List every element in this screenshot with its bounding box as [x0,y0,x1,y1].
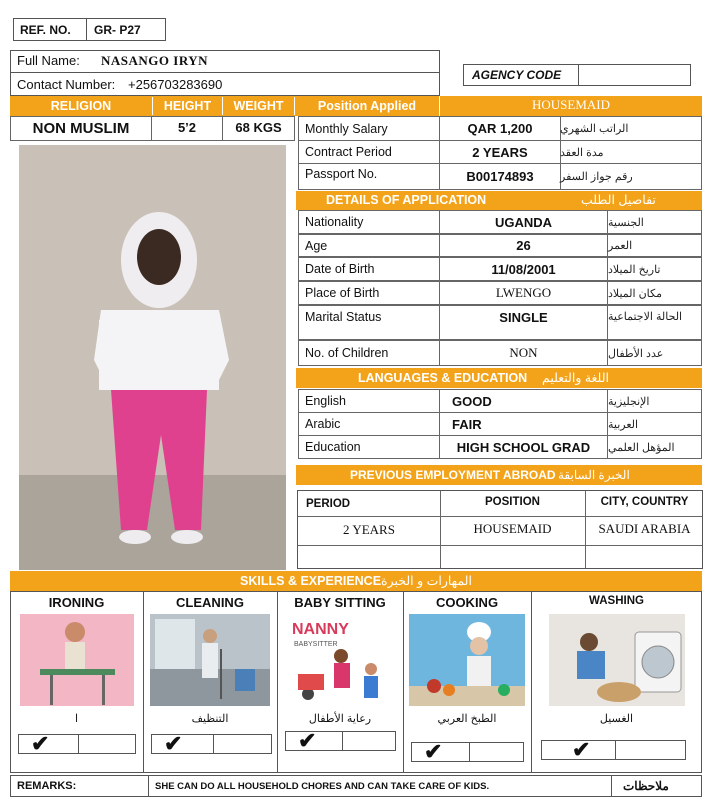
candidate-photo [19,145,286,570]
position-value: HOUSEMAID [440,96,702,116]
skill-washing-title: WASHING [589,595,644,607]
employment-table [297,490,703,569]
contract-label: Contract Period [298,140,440,164]
weight-header: WEIGHT [222,97,294,115]
nationality-label: Nationality [298,210,440,234]
name-box [10,50,440,96]
salary-arabic: الراتب الشهري [560,116,702,141]
details-header [296,191,702,210]
skill-cooking-checkbox[interactable] [411,739,524,764]
ref-value: GR- P27 [94,23,141,37]
skill-washing-checkbox[interactable] [541,737,686,762]
english-value: GOOD [439,389,608,413]
contract-arabic: مدة العقد [560,140,702,164]
employment-header [296,465,702,485]
checkmark-icon: ✔ [298,728,317,753]
languages-title-ar: اللغة والتعليم [542,371,609,385]
children-arabic: عدد الأطفال [607,340,702,366]
agency-code-label: AGENCY CODE [472,68,562,82]
passport-label: Passport No. [298,163,440,190]
date-of-birth-value: 11/08/2001 [439,257,608,281]
skill-cleaning-image [150,614,270,706]
employment-period: 2 YEARS [343,522,395,537]
checkmark-icon: ✔ [31,731,50,756]
details-title: DETAILS OF APPLICATION [326,193,487,207]
skills-title-ar: المهارات و الخبرة [381,574,472,588]
checkmark-icon: ✔ [572,737,591,762]
marital-status-label: Marital Status [298,305,440,340]
children-value: NON [439,340,608,366]
employment-country: SAUDI ARABIA [598,521,691,536]
skill-cooking-image [409,614,525,706]
employment-position: HOUSEMAID [473,521,552,536]
skill-baby-sitting-checkbox[interactable] [285,728,396,753]
languages-title: LANGUAGES & EDUCATION [358,371,528,385]
marital-status-arabic: الحالة الاجتماعية [607,305,702,340]
place-of-birth-value: LWENGO [439,281,608,305]
marital-status-value: SINGLE [439,305,608,340]
religion-value: NON MUSLIM [10,116,152,141]
education-label: Education [298,435,440,459]
ref-box [13,18,166,41]
skill-ironing-checkbox[interactable] [18,731,136,756]
skill-washing-image [549,614,685,706]
skill-baby-sitting-image [286,614,394,706]
employment-period-header: PERIOD [306,498,351,510]
passport-value: B00174893 [439,163,561,190]
salary-value: QAR 1,200 [439,116,561,141]
remarks-label: REMARKS: [17,780,77,792]
skill-cleaning-arabic: التنظيف [191,713,229,725]
skill-ironing-arabic: ا [74,713,79,725]
skill-cooking-arabic: الطبخ العربي [437,713,497,725]
arabic-lang-value: FAIR [439,412,608,436]
position-header: Position Applied [294,97,439,115]
employment-country-header: CITY, COUNTRY [600,496,689,508]
ref-label: REF. NO. [20,23,71,37]
education-arabic: المؤهل العلمي [607,435,702,459]
contract-value: 2 YEARS [439,140,561,164]
salary-label: Monthly Salary [298,116,440,141]
arabic-lang-arabic: العربية [607,412,702,436]
nationality-arabic: الجنسية [607,210,702,234]
checkmark-icon: ✔ [164,731,183,756]
remarks-arabic: ملاحظات [623,779,669,793]
height-value: 5’2 [151,116,223,141]
skill-cleaning-title: CLEANING [176,595,244,610]
height-header: HEIGHT [152,97,222,115]
skills-header [10,571,702,591]
skill-ironing-title: IRONING [48,595,105,610]
nationality-value: UGANDA [439,210,608,234]
remarks-text: SHE CAN DO ALL HOUSEHOLD CHORES AND CAN TAKE CARE OF KIDS. [155,781,490,792]
skill-baby-sitting-arabic: رعاية الأطفال [308,713,372,725]
age-label: Age [298,234,440,257]
age-value: 26 [439,234,608,257]
english-arabic: الإنجليزية [607,389,702,413]
full-name: NASANGO IRYN [101,53,209,68]
age-arabic: العمر [607,234,702,257]
education-value: HIGH SCHOOL GRAD [439,435,608,459]
weight-value: 68 KGS [222,116,295,141]
employment-title-ar: الخبرة السابقة [558,468,630,482]
arabic-lang-label: Arabic [298,412,440,436]
skills-title: SKILLS & EXPERIENCE [240,574,382,588]
religion-header: RELIGION [50,99,112,113]
skill-ironing-image [20,614,134,706]
checkmark-icon: ✔ [424,739,443,764]
date-of-birth-arabic: تاريخ الميلاد [607,257,702,281]
place-of-birth-label: Place of Birth [298,281,440,305]
skill-baby-sitting-title: BABY SITTING [294,595,386,610]
contact-number: +256703283690 [128,77,223,92]
skill-cooking-title: COOKING [435,595,499,610]
passport-arabic: رقم جواز السفر [560,163,702,190]
skill-washing-arabic: الغسيل [599,713,634,725]
full-name-label: Full Name: [17,53,80,68]
agency-code-box [463,64,691,86]
svg-text:BABYSITTER: BABYSITTER [294,641,338,648]
place-of-birth-arabic: مكان الميلاد [607,281,702,305]
employment-position-header: POSITION [485,496,540,508]
english-label: English [298,389,440,413]
svg-text:NANNY: NANNY [292,621,349,638]
date-of-birth-label: Date of Birth [298,257,440,281]
skill-cleaning-checkbox[interactable] [151,731,272,756]
remarks-box [10,775,702,797]
children-label: No. of Children [298,340,440,366]
employment-title: PREVIOUS EMPLOYMENT ABROAD [350,468,556,482]
contact-label: Contact Number: [17,77,116,92]
languages-header [296,368,702,388]
details-title-ar: تفاصيل الطلب [581,193,656,207]
